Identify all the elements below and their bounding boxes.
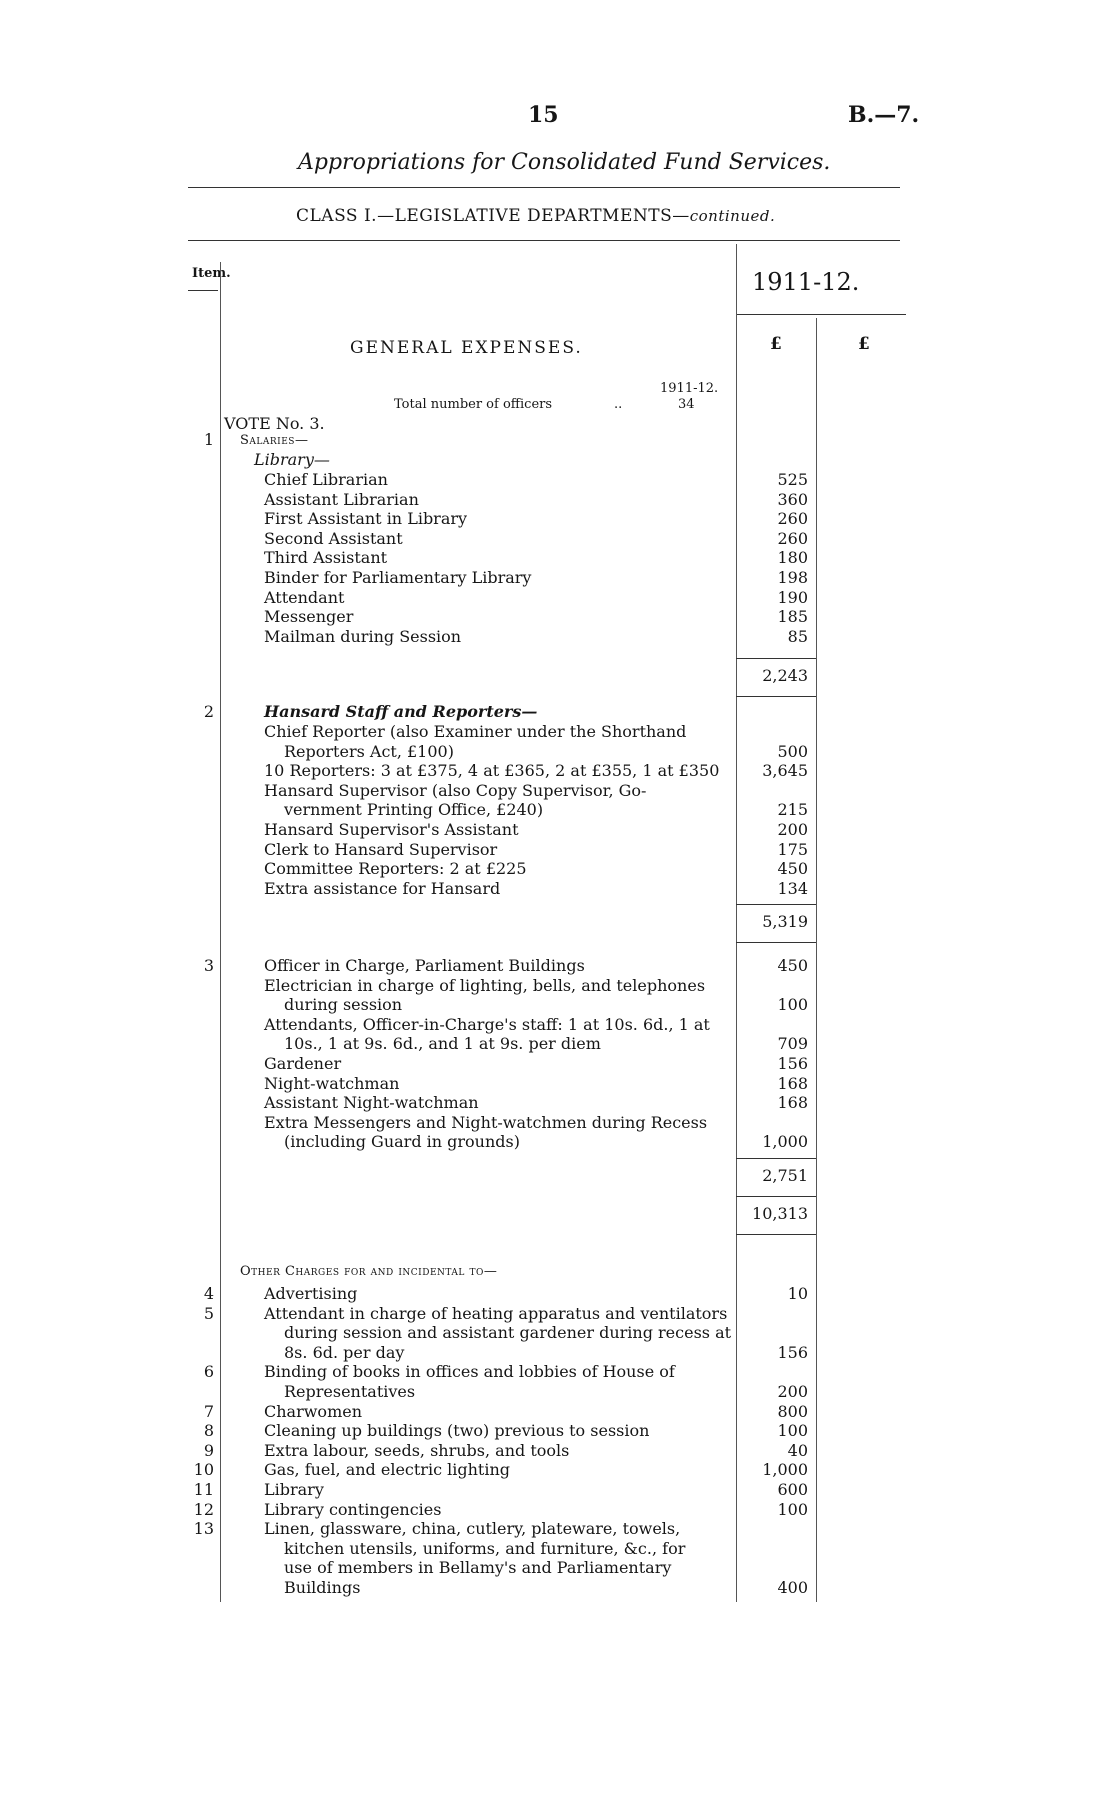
buildings-row-amount: 168: [777, 1093, 808, 1113]
hansard-row-text: Committee Reporters: 2 at £225: [264, 859, 527, 879]
other-charges-row-amount: 100: [777, 1421, 808, 1441]
year-column-header: 1911-12.: [752, 268, 860, 296]
buildings-row-amount: 156: [777, 1054, 808, 1073]
item-number: 7: [203, 1401, 214, 1421]
salaries-heading: Salaries—: [240, 433, 309, 448]
hansard-row-amount: 215: [777, 800, 808, 820]
class-heading-suffix: continued.: [689, 207, 776, 225]
amount-right-rule: [816, 318, 817, 1602]
other-charges-row-text: during session and assistant gardener during recess at: [284, 1323, 732, 1343]
buildings-row-text: during session: [284, 995, 403, 1015]
hansard-row-amount: 450: [777, 859, 808, 879]
section-title: GENERAL EXPENSES.: [350, 338, 583, 358]
library-row-text: Attendant: [264, 587, 345, 607]
subtotal-rule: [736, 1158, 816, 1159]
other-charges-row-text: Attendant in charge of heating apparatus and ventilators: [264, 1303, 728, 1323]
other-charges-row-text: kitchen utensils, uniforms, and furniture, &c., for: [284, 1538, 686, 1558]
item-column-header: Item.: [192, 266, 231, 281]
item-number: 6: [203, 1362, 214, 1382]
other-charges-row-text: Advertising: [264, 1284, 358, 1303]
library-row-text: Chief Librarian: [264, 470, 388, 489]
other-charges-row-text: use of members in Bellamy's and Parliamentary: [284, 1558, 672, 1578]
hansard-heading: Hansard Staff and Reporters—: [264, 702, 538, 721]
subtotal-rule: [736, 658, 816, 659]
hansard-row-text: Hansard Supervisor (also Copy Supervisor, Go-: [264, 780, 647, 800]
other-charges-row-amount: 40: [787, 1440, 808, 1460]
other-charges-row-text: Library contingencies: [264, 1499, 442, 1519]
buildings-row-amount: 100: [777, 995, 808, 1015]
library-row-amount: 190: [777, 587, 808, 607]
item-number: 13: [193, 1519, 214, 1539]
vote-number: VOTE No. 3.: [224, 414, 325, 433]
buildings-row-text: Night-watchman: [264, 1073, 400, 1093]
other-charges-row-text: Gas, fuel, and electric lighting: [264, 1460, 510, 1480]
library-heading: Library—: [254, 450, 330, 469]
hansard-row-amount: 200: [777, 820, 808, 839]
library-row-amount: 260: [777, 528, 808, 548]
library-row-amount: 198: [777, 568, 808, 587]
other-charges-row-amount: 800: [777, 1401, 808, 1421]
buildings-row-text: Officer in Charge, Parliament Buildings: [264, 956, 585, 975]
other-charges-row-text: Representatives: [284, 1382, 416, 1401]
page-title: Appropriations for Consolidated Fund Services.: [298, 150, 831, 175]
pound-left-header: £: [770, 334, 782, 354]
amount-left-rule: [736, 244, 737, 1602]
buildings-row-text: Gardener: [264, 1054, 342, 1073]
other-charges-row-amount: 100: [777, 1499, 808, 1519]
grand-total: 10,313: [752, 1204, 808, 1223]
library-total: 2,243: [762, 666, 808, 685]
library-row-text: First Assistant in Library: [264, 509, 468, 529]
buildings-row-text: Attendants, Officer-in-Charge's staff: 1 at 10s. 6d., 1 at: [264, 1014, 710, 1034]
library-row-amount: 185: [777, 607, 808, 627]
buildings-row-amount: 709: [777, 1034, 808, 1054]
buildings-row-text: (including Guard in grounds): [284, 1132, 520, 1152]
item-number: 5: [203, 1303, 214, 1323]
hansard-row-text: Hansard Supervisor's Assistant: [264, 820, 519, 839]
hansard-row-text: 10 Reporters: 3 at £375, 4 at £365, 2 at £355, 1 at £350: [264, 761, 720, 781]
class-heading-text: CLASS I.—LEGISLATIVE DEPARTMENTS—: [296, 206, 690, 226]
item-number: 3: [203, 956, 214, 975]
item-number: 9: [203, 1440, 214, 1460]
item-column-rule: [220, 262, 221, 1602]
pound-right-header: £: [858, 334, 870, 354]
other-charges-row-amount: 1,000: [762, 1460, 808, 1480]
other-charges-row-amount: 10: [787, 1284, 808, 1303]
buildings-row-amount: 450: [777, 956, 808, 975]
library-row-amount: 260: [777, 509, 808, 529]
item-number: 4: [203, 1284, 214, 1303]
item-number: 1: [203, 430, 214, 449]
document-reference: B.—7.: [848, 102, 920, 128]
other-charges-row-text: Linen, glassware, china, cutlery, plateware, towels,: [264, 1519, 681, 1539]
library-row-text: Assistant Librarian: [264, 489, 419, 509]
other-charges-row-amount: 600: [777, 1480, 808, 1499]
other-charges-row-text: Buildings: [284, 1578, 361, 1597]
library-row-amount: 360: [777, 489, 808, 509]
subtotal-bottom-rule: [736, 696, 816, 697]
library-row-amount: 180: [777, 548, 808, 568]
hansard-row-text: vernment Printing Office, £240): [284, 800, 544, 820]
header-rule: [188, 187, 900, 188]
hansard-row-amount: 500: [777, 741, 808, 761]
subtotal-bottom-rule: [736, 942, 816, 943]
buildings-total: 2,751: [762, 1166, 808, 1185]
officers-year: 1911-12.: [660, 381, 719, 396]
table-top-rule: [188, 240, 900, 241]
hansard-row-amount: 175: [777, 839, 808, 859]
other-charges-row-text: Cleaning up buildings (two) previous to session: [264, 1421, 650, 1441]
officers-count: 34: [678, 397, 695, 412]
other-charges-row-text: Binding of books in offices and lobbies of House of: [264, 1362, 675, 1382]
item-number: 12: [193, 1499, 214, 1519]
library-row-text: Mailman during Session: [264, 626, 462, 646]
other-charges-row-amount: 200: [777, 1382, 808, 1401]
class-heading: [296, 206, 775, 226]
hansard-total: 5,319: [762, 912, 808, 931]
library-row-amount: 525: [777, 470, 808, 489]
hansard-row-text: Chief Reporter (also Examiner under the Shorthand: [264, 722, 687, 741]
other-charges-row-amount: 400: [777, 1578, 808, 1597]
hansard-row-text: Clerk to Hansard Supervisor: [264, 839, 498, 859]
year-header-underline: [736, 314, 906, 315]
hansard-row-amount: 134: [777, 878, 808, 898]
buildings-row-text: Assistant Night-watchman: [264, 1093, 479, 1113]
library-row-text: Messenger: [264, 607, 354, 627]
other-charges-row-text: Charwomen: [264, 1401, 363, 1421]
other-charges-row-text: Extra labour, seeds, shrubs, and tools: [264, 1440, 570, 1460]
hansard-row-amount: 3,645: [762, 761, 808, 781]
library-row-amount: 85: [787, 626, 808, 646]
subtotal-bottom-rule: [736, 1196, 816, 1197]
item-number: 10: [193, 1460, 214, 1480]
other-charges-row-text: 8s. 6d. per day: [284, 1342, 405, 1362]
buildings-row-amount: 1,000: [762, 1132, 808, 1152]
other-charges-heading: Other Charges for and incidental to—: [240, 1264, 498, 1279]
grand-total-rule: [736, 1234, 816, 1235]
hansard-row-text: Reporters Act, £100): [284, 741, 454, 761]
buildings-row-text: 10s., 1 at 9s. 6d., and 1 at 9s. per diem: [284, 1034, 601, 1054]
item-number: 11: [193, 1480, 214, 1499]
subtotal-rule: [736, 904, 816, 905]
library-row-text: Second Assistant: [264, 528, 403, 548]
hansard-row-text: Extra assistance for Hansard: [264, 878, 501, 898]
item-header-underline: [188, 290, 218, 291]
page-number: 15: [528, 102, 559, 128]
item-number: 2: [203, 702, 214, 721]
library-row-text: Binder for Parliamentary Library: [264, 568, 532, 587]
buildings-row-text: Electrician in charge of lighting, bells, and telephones: [264, 975, 706, 995]
other-charges-row-text: Library: [264, 1480, 324, 1499]
buildings-row-text: Extra Messengers and Night-watchmen during Recess: [264, 1112, 708, 1132]
other-charges-row-amount: 156: [777, 1342, 808, 1362]
buildings-row-amount: 168: [777, 1073, 808, 1093]
library-row-text: Third Assistant: [264, 548, 388, 568]
item-number: 8: [203, 1421, 214, 1441]
officers-label: Total number of officers: [394, 397, 553, 412]
officers-dots: ..: [614, 397, 623, 412]
